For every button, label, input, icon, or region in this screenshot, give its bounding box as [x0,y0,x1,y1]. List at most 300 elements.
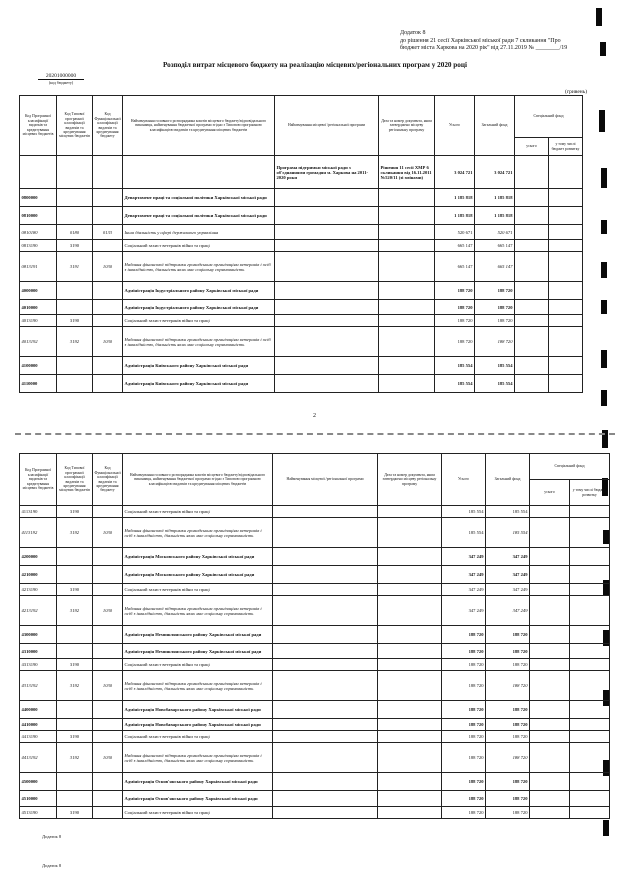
appendix-line-1: Додаток 8 [400,30,426,36]
header-special-development: у тому числі бюджет розвитку [549,138,583,156]
general-fund-cell: 347 249 [486,548,530,566]
total-cell: 188 720 [442,644,486,659]
budget-code-label: (код бюджету) [48,80,74,85]
special-total-cell [530,701,570,719]
typical-code-cell [57,357,93,375]
special-development-cell [549,225,583,240]
program-code-cell: 4100000 [20,357,57,375]
total-cell: 188 720 [442,719,486,731]
program-code-cell: 0813190 [20,240,57,252]
special-development-cell [570,506,610,518]
special-total-cell [515,375,549,393]
table-row [20,807,610,819]
special-total-cell [530,807,570,819]
program-name-cell [275,207,379,225]
name-cell: Департамент праці та соціальної політики Харківської міської ради [123,189,275,207]
program-code-cell: 4510000 [20,791,57,807]
table-row [20,375,583,393]
general-fund-cell: 347 249 [486,566,530,584]
functional-code-cell [93,357,123,375]
scan-mark [601,350,607,368]
functional-code-cell [93,207,123,225]
special-total-cell [515,300,549,315]
total-cell: 185 554 [442,518,486,548]
functional-code-cell: 1030 [93,671,123,701]
general-fund-cell: 188 720 [475,300,515,315]
special-development-cell [570,659,610,671]
program-name-cell [275,327,379,357]
header-special-total: усього [530,480,570,506]
document-cell [379,300,435,315]
table-row [20,327,583,357]
appendix-line-2: до рішення 21 сесії Харківської міської ради 7 скликання "Про [400,37,561,44]
table-row [20,773,610,791]
special-development-cell [549,282,583,300]
document-cell [378,584,442,596]
functional-code-cell: 1030 [93,518,123,548]
special-development-cell [549,315,583,327]
program-name-cell [273,659,378,671]
special-total-cell [515,207,549,225]
general-fund-cell: 188 720 [486,743,530,773]
program-code-cell: 4310000 [20,644,57,659]
document-cell [378,719,442,731]
table-row [20,189,583,207]
name-cell: Адміністрація Немишлянського району Харківської міської ради [123,644,273,659]
name-cell: Надання фінансової підтримки громадським організаціям ветеранів і осіб з інвалідністю, діяльність яких має соціальну спрямованість [123,518,273,548]
typical-code-cell [57,548,93,566]
header-document: Дата та номер документа, яким затверджено місцеву регіональну програму [379,96,435,156]
general-fund-cell: 3 024 721 [475,156,515,189]
typical-code-cell [57,791,93,807]
total-cell: 188 720 [442,743,486,773]
general-fund-cell: 520 671 [475,225,515,240]
program-code-cell: 4210000 [20,566,57,584]
header-special-total: усього [515,138,549,156]
special-total-cell [515,225,549,240]
document-cell [379,252,435,282]
general-fund-cell: 185 554 [475,357,515,375]
special-total-cell [530,644,570,659]
special-development-cell [570,626,610,644]
document-cell [379,225,435,240]
typical-code-cell: 3190 [57,315,93,327]
special-development-cell [570,807,610,819]
program-code-cell: 4313190 [20,659,57,671]
program-name-cell [273,773,378,791]
scan-mark [596,8,602,26]
program-name-cell [273,719,378,731]
document-cell [379,375,435,393]
program-code-cell: 4413190 [20,731,57,743]
total-cell: 347 249 [442,584,486,596]
program-name-cell [275,375,379,393]
name-cell: Соціальний захист ветеранів війни та праці [123,315,275,327]
header-special-fund: Спеціальний фонд [530,454,610,480]
total-cell: 188 720 [435,315,475,327]
table-row [20,548,610,566]
name-cell: Соціальний захист ветеранів війни та праці [123,807,273,819]
special-development-cell [549,327,583,357]
document-cell [378,773,442,791]
program-name-cell [273,626,378,644]
special-development-cell [570,701,610,719]
total-cell: 1 185 818 [435,189,475,207]
total-cell: 665 147 [435,240,475,252]
name-cell: Адміністрація Новобаварського району Харківської міської ради [123,701,273,719]
header-program-name: Найменування місцевої /регіональної програми [275,96,379,156]
general-fund-cell: 188 720 [475,327,515,357]
header-program-code: Код Програмної класифікації видатків та кредитування місцевих бюджетів [20,96,57,156]
total-cell: 188 720 [442,659,486,671]
special-total-cell [530,743,570,773]
program-name-cell [275,189,379,207]
name-cell: Адміністрація Новобаварського району Харківської міської ради [123,719,273,731]
budget-code-value: 20201000000 [38,73,84,80]
total-cell: 185 554 [442,506,486,518]
special-development-cell [549,207,583,225]
budget-code [38,73,84,85]
general-fund-cell: 185 554 [486,506,530,518]
total-cell: 665 147 [435,252,475,282]
program-code-cell: 0810000 [20,207,57,225]
program-code-cell: 4013190 [20,315,57,327]
program-code-cell: 4213190 [20,584,57,596]
header-name: Найменування головного розпорядника коштів місцевого бюджету/відповідального виконавця, найменування бюджетної програми згідно з Типовою програмною класифікацією видатків та кредитування місцевих бюджетів [123,96,275,156]
document-cell [378,671,442,701]
program-code-cell: 4410000 [20,719,57,731]
general-fund-cell: 665 147 [475,240,515,252]
functional-code-cell [93,375,123,393]
special-total-cell [530,518,570,548]
page-title: Розподіл витрат місцевого бюджету на реалізацію місцевих/регіональних програм у 2020 році [162,61,468,69]
typical-code-cell [57,207,93,225]
table-row [20,701,610,719]
program-code-cell: 4413192 [20,743,57,773]
total-cell: 188 720 [442,807,486,819]
functional-code-cell [93,659,123,671]
special-development-cell [549,357,583,375]
general-fund-cell: 188 720 [486,731,530,743]
special-development-cell [570,791,610,807]
scan-mark [601,262,607,278]
name-cell: Адміністрація Київського району Харківської міської ради [123,357,275,375]
general-fund-cell: 185 554 [475,375,515,393]
functional-code-cell [93,807,123,819]
functional-code-cell: 1030 [93,596,123,626]
header-special-fund: Спеціальний фонд [515,96,583,138]
program-name-cell [275,225,379,240]
functional-code-cell [93,773,123,791]
typical-code-cell [57,701,93,719]
typical-code-cell [57,626,93,644]
general-fund-cell: 185 554 [486,518,530,548]
special-development-cell [570,644,610,659]
special-total-cell [530,791,570,807]
table-row [20,719,610,731]
table-row [20,596,610,626]
scan-mark [601,168,607,188]
program-code-cell: 4513190 [20,807,57,819]
table-row [20,506,610,518]
program-name-cell [273,548,378,566]
table-row [20,644,610,659]
typical-code-cell: 3190 [57,240,93,252]
program-code-cell [20,156,57,189]
document-cell [378,566,442,584]
program-name-cell [273,584,378,596]
special-total-cell [515,156,549,189]
program-code-cell: 4000000 [20,282,57,300]
table-row [20,731,610,743]
typical-code-cell [57,300,93,315]
document-cell [379,357,435,375]
name-cell: Адміністрація Основ'янського району Харківської міської ради [123,791,273,807]
table-row [20,518,610,548]
program-name-cell [273,506,378,518]
appendix-line-3: бюджет міста Харкова на 2020 рік" від 27.11.2019 № ________/19 [400,45,568,51]
header-total: Усього [435,96,475,156]
special-development-cell [549,300,583,315]
document-cell [378,596,442,626]
total-cell: 347 249 [442,566,486,584]
special-total-cell [530,731,570,743]
document-cell [379,327,435,357]
name-cell: Адміністрація Київського району Харківської міської ради [123,375,275,393]
program-code-cell: 4113192 [20,518,57,548]
total-cell: 1 185 818 [435,207,475,225]
typical-code-cell: 3190 [57,506,93,518]
special-development-cell [570,548,610,566]
document-cell: Рішення 11 сесії ХМР 6 скликання від 16.11.2011 №520/11 (зі змінами) [379,156,435,189]
special-total-cell [515,327,549,357]
general-fund-cell: 188 720 [486,701,530,719]
typical-code-cell: 3191 [57,252,93,282]
unit-label: (гривень) [565,89,588,95]
name-cell: Адміністрація Індустріального району Харківської міської ради [123,300,275,315]
total-cell: 185 554 [435,357,475,375]
special-development-cell [570,584,610,596]
general-fund-cell: 188 720 [486,791,530,807]
functional-code-cell [93,315,123,327]
name-cell: Надання фінансової підтримки громадським організаціям ветеранів і осіб з інвалідністю, діяльність яких має соціальну спрямованість [123,596,273,626]
total-cell: 188 720 [442,701,486,719]
special-development-cell [570,566,610,584]
special-development-cell [549,375,583,393]
general-fund-cell: 188 720 [486,626,530,644]
table-row [20,240,583,252]
general-fund-cell: 347 249 [486,596,530,626]
footer-note: Додаток 8 [42,834,62,839]
functional-code-cell [93,731,123,743]
header-document: Дата та номер документа, яким затверджено місцеву регіональну програму [378,454,442,506]
typical-code-cell [57,644,93,659]
functional-code-cell: 1030 [93,743,123,773]
budget-table-page2 [19,453,610,819]
typical-code-cell: 3190 [57,731,93,743]
header-functional-code: Код Функціональної класифікації видатків та кредитування бюджету [93,454,123,506]
table-row [20,207,583,225]
document-cell [378,518,442,548]
special-total-cell [530,584,570,596]
document-cell [379,189,435,207]
program-name-cell [273,807,378,819]
special-total-cell [515,252,549,282]
document-cell [378,626,442,644]
special-development-cell [570,596,610,626]
table-row [20,671,610,701]
general-fund-cell: 1 185 818 [475,189,515,207]
total-cell: 3 024 721 [435,156,475,189]
table-row [20,626,610,644]
special-development-cell [570,731,610,743]
general-fund-cell: 347 249 [486,584,530,596]
total-cell: 188 720 [442,731,486,743]
functional-code-cell [93,626,123,644]
special-development-cell [549,189,583,207]
total-cell: 520 671 [435,225,475,240]
special-development-cell [570,743,610,773]
typical-code-cell: 3190 [57,659,93,671]
document-cell [378,701,442,719]
typical-code-cell [57,156,93,189]
functional-code-cell [93,791,123,807]
total-cell: 188 720 [442,671,486,701]
general-fund-cell: 1 185 818 [475,207,515,225]
program-code-cell: 0800000 [20,189,57,207]
typical-code-cell: 3190 [57,584,93,596]
typical-code-cell [57,189,93,207]
footer-note-bottom: Додаток 8 [42,863,62,868]
special-total-cell [530,626,570,644]
table-row [20,156,583,189]
program-name-cell [273,596,378,626]
program-name-cell: Програма підтримки міської ради з об'єднаннями громадян м. Харкова на 2011-2020 роки [275,156,379,189]
document-cell [378,659,442,671]
functional-code-cell [93,189,123,207]
typical-code-cell: 3192 [57,327,93,357]
special-total-cell [530,506,570,518]
name-cell: Департамент праці та соціальної політики Харківської міської ради [123,207,275,225]
total-cell: 188 720 [442,773,486,791]
name-cell: Соціальний захист ветеранів війни та праці [123,584,273,596]
name-cell: Адміністрація Основ'янського району Харківської міської ради [123,773,273,791]
total-cell: 347 249 [442,548,486,566]
table-row [20,357,583,375]
general-fund-cell: 188 720 [486,659,530,671]
total-cell: 188 720 [435,300,475,315]
total-cell: 188 720 [435,282,475,300]
general-fund-cell: 188 720 [475,282,515,300]
special-total-cell [530,596,570,626]
name-cell: Соціальний захист ветеранів війни та праці [123,240,275,252]
header-name: Найменування головного розпорядника коштів місцевого бюджету/відповідального виконавця, найменування бюджетної програми згідно з Типовою програмною класифікацією видатків та кредитування місцевих бюджетів [123,454,273,506]
program-code-cell: 4313192 [20,671,57,701]
typical-code-cell: 3190 [57,807,93,819]
functional-code-cell [93,719,123,731]
program-name-cell [275,252,379,282]
special-total-cell [515,357,549,375]
program-name-cell [275,300,379,315]
typical-code-cell [57,566,93,584]
general-fund-cell: 188 720 [486,719,530,731]
general-fund-cell: 188 720 [486,773,530,791]
program-code-cell: 4010000 [20,300,57,315]
appendix-note [400,30,590,53]
typical-code-cell: 3192 [57,743,93,773]
document-cell [378,807,442,819]
special-total-cell [530,719,570,731]
program-code-cell: 4013192 [20,327,57,357]
special-development-cell [549,156,583,189]
name-cell: Соціальний захист ветеранів війни та праці [123,731,273,743]
program-name-cell [275,357,379,375]
functional-code-cell [93,282,123,300]
table-row [20,791,610,807]
name-cell: Інша діяльність у сфері державного управління [123,225,275,240]
typical-code-cell: 3192 [57,518,93,548]
total-cell: 347 249 [442,596,486,626]
table-row [20,225,583,240]
table-row [20,584,610,596]
header-functional-code: Код Функціональної класифікації видатків та кредитування бюджету [93,96,123,156]
table-row [20,252,583,282]
document-cell [379,282,435,300]
name-cell: Надання фінансової підтримки громадським організаціям ветеранів і осіб з інвалідністю, діяльність яких має соціальну спрямованість [123,252,275,282]
document-cell [379,207,435,225]
functional-code-cell [93,300,123,315]
functional-code-cell [93,548,123,566]
special-development-cell [570,671,610,701]
total-cell: 185 554 [435,375,475,393]
typical-code-cell: 3192 [57,596,93,626]
program-name-cell [273,743,378,773]
name-cell: Адміністрація Індустріального району Харківської міської ради [123,282,275,300]
total-cell: 188 720 [442,626,486,644]
program-code-cell: 4110000 [20,375,57,393]
special-total-cell [515,240,549,252]
functional-code-cell [93,644,123,659]
functional-code-cell [93,566,123,584]
name-cell: Адміністрація Московського району Харківської міської ради [123,548,273,566]
table-row [20,566,610,584]
program-name-cell [273,644,378,659]
special-total-cell [530,773,570,791]
special-total-cell [515,282,549,300]
header-general-fund: Загальний фонд [486,454,530,506]
special-total-cell [530,566,570,584]
header-program-name: Найменування місцевої /регіональної програми [273,454,378,506]
functional-code-cell: 1030 [93,327,123,357]
typical-code-cell [57,773,93,791]
document-cell [378,731,442,743]
name-cell: Надання фінансової підтримки громадським організаціям ветеранів і осіб з інвалідністю, діяльність яких має соціальну спрямованість [123,327,275,357]
program-code-cell: 4113190 [20,506,57,518]
program-name-cell [273,518,378,548]
budget-table-page1 [19,95,583,393]
program-code-cell: 4400000 [20,701,57,719]
functional-code-cell: 1030 [93,252,123,282]
program-code-cell: 4200000 [20,548,57,566]
program-code-cell: 4500000 [20,773,57,791]
header-typical-code: Код Типової програмної класифікації видатків та кредитування місцевих бюджетів [57,96,93,156]
program-code-cell: 4300000 [20,626,57,644]
table-row [20,300,583,315]
special-development-cell [570,518,610,548]
special-total-cell [530,659,570,671]
typical-code-cell: 3192 [57,671,93,701]
program-name-cell [273,701,378,719]
